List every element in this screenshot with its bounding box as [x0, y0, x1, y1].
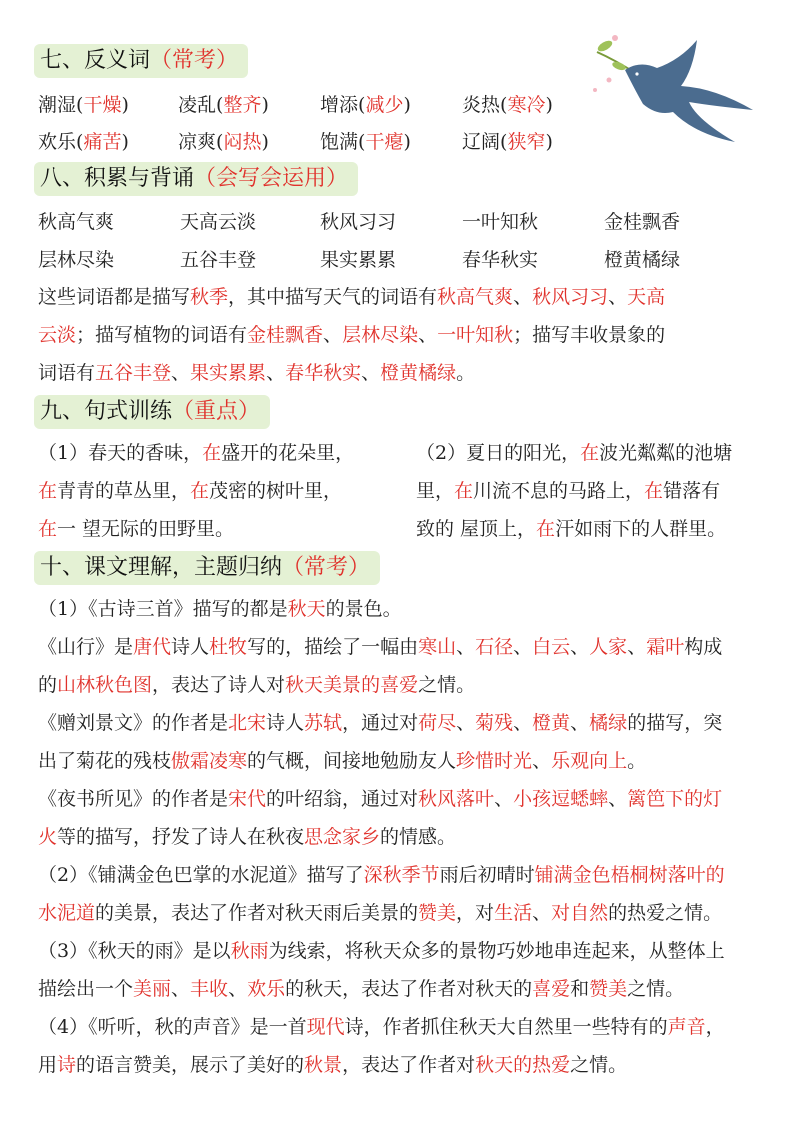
section-10-heading	[34, 551, 380, 585]
text-line: 《赠刘景文》的作者是北宋诗人苏轼，通过对荷尽、菊残、橙黄、橘绿的描写，突	[38, 712, 723, 734]
sentence-example-1	[38, 434, 354, 548]
section-10-title: 十、课文理解，主题归纳	[40, 555, 283, 580]
section-7-heading	[34, 44, 248, 78]
text-line: 云淡；描写植物的词语有金桂飘香、层林尽染、一叶知秋；描写丰收景象的	[38, 324, 666, 346]
text-line: 的山林秋色图，表达了诗人对秋天美景的喜爱之情。	[38, 674, 476, 696]
text-line: （4）《听听，秋的声音》是一首现代诗，作者抓住秋天大自然里一些特有的声音，	[38, 1016, 725, 1038]
idiom-item: 五谷丰登	[180, 249, 257, 271]
leaf-icon	[596, 39, 614, 54]
section-8-paragraph	[38, 278, 665, 392]
antonym-item: 增添(减少)	[320, 94, 411, 116]
petal-icon	[593, 88, 597, 92]
section-7-tag: （常考）	[150, 48, 239, 73]
antonym-item: 辽阔(狭窄)	[462, 131, 553, 153]
swallow-eye-icon	[635, 72, 638, 75]
antonym-item: 欢乐(痛苦)	[38, 131, 129, 153]
text-line: （3）《秋天的雨》是以秋雨为线索，将秋天众多的景物巧妙地串连起来，从整体上	[38, 940, 725, 962]
text-line: 里，在川流不息的马路上，在错落有	[416, 480, 721, 502]
section-8-title: 八、积累与背诵	[40, 166, 195, 191]
section-8-tag: （会写会运用）	[194, 166, 349, 191]
antonym-item: 饱满(干瘪)	[320, 131, 411, 153]
antonym-item: 潮湿(干燥)	[38, 94, 129, 116]
section-10-content	[38, 590, 725, 1084]
text-line: （2）《铺满金色巴掌的水泥道》描写了深秋季节雨后初晴时铺满金色梧桐树落叶的	[38, 864, 725, 886]
swallow-illustration	[585, 30, 760, 150]
text-line: 在青青的草丛里，在茂密的树叶里，	[38, 480, 343, 502]
text-line: 描绘出一个美丽、丰收、欢乐的秋天，表达了作者对秋天的喜爱和赞美之情。	[38, 978, 685, 1000]
text-line: 在一 望无际的田野里。	[38, 518, 235, 540]
section-9-tag: （重点）	[172, 399, 261, 424]
antonym-item: 凌乱(整齐)	[178, 94, 269, 116]
swallow-icon	[625, 40, 753, 142]
section-9-heading	[34, 395, 270, 429]
text-line: 《山行》是唐代诗人杜牧写的，描绘了一幅由寒山、石径、白云、人家、霜叶构成	[38, 636, 723, 658]
text-line: 《夜书所见》的作者是宋代的叶绍翁，通过对秋风落叶、小孩逗蟋蟀、篱笆下的灯	[38, 788, 723, 810]
idiom-item: 层林尽染	[38, 249, 115, 271]
text-line: 这些词语都是描写秋季，其中描写天气的词语有秋高气爽、秋风习习、天高	[38, 286, 666, 308]
idiom-item: 橙黄橘绿	[604, 249, 681, 271]
idiom-item: 秋风习习	[320, 211, 397, 233]
text-line: （1）《古诗三首》描写的都是秋天的景色。	[38, 598, 402, 620]
text-line: 水泥道的美景，表达了作者对秋天雨后美景的赞美，对生活、对自然的热爱之情。	[38, 902, 723, 924]
text-line: （2）夏日的阳光，在波光粼粼的池塘	[416, 442, 733, 464]
section-9-title: 九、句式训练	[40, 399, 173, 424]
text-line: 致的 屋顶上，在汗如雨下的人群里。	[416, 518, 727, 540]
leaf-icon	[611, 60, 627, 71]
petal-icon	[612, 35, 618, 41]
idiom-item: 秋高气爽	[38, 211, 115, 233]
idiom-item: 天高云淡	[180, 211, 257, 233]
text-line: 火等的描写，抒发了诗人在秋夜思念家乡的情感。	[38, 826, 457, 848]
antonym-item: 凉爽(闷热)	[178, 131, 269, 153]
idiom-item: 春华秋实	[462, 249, 539, 271]
section-8-heading	[34, 162, 358, 196]
idiom-item: 一叶知秋	[462, 211, 539, 233]
text-line: 词语有五谷丰登、果实累累、春华秋实、橙黄橘绿。	[38, 362, 476, 384]
antonym-item: 炎热(寒冷)	[462, 94, 553, 116]
section-10-tag: （常考）	[282, 555, 371, 580]
text-line: 用诗的语言赞美，展示了美好的秋景，表达了作者对秋天的热爱之情。	[38, 1054, 628, 1076]
idiom-item: 果实累累	[320, 249, 397, 271]
petal-icon	[607, 78, 612, 83]
section-7-title: 七、反义词	[40, 48, 151, 73]
text-line: 出了菊花的残枝傲霜凌寒的气概，间接地勉励友人珍惜时光、乐观向上。	[38, 750, 647, 772]
sentence-example-2	[416, 434, 732, 548]
text-line: （1）春天的香味，在盛开的花朵里，	[38, 442, 355, 464]
idiom-item: 金桂飘香	[604, 211, 681, 233]
